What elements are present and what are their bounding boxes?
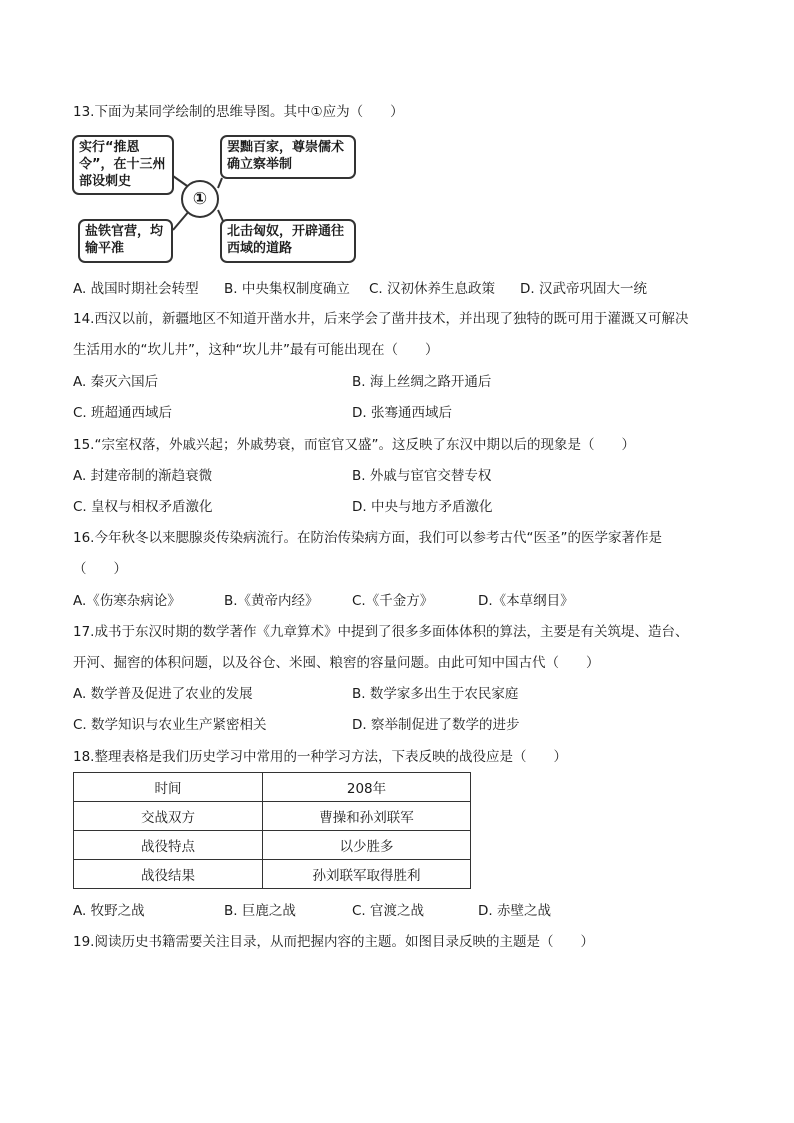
q16-stem-line1: 16.今年秋冬以来腮腺炎传染病流行。在防治传染病方面，我们可以参考古代“医圣”的医学家著作是 bbox=[73, 530, 662, 546]
q13-option-b[interactable]: B. 中央集权制度确立 bbox=[224, 281, 350, 297]
q15-option-a[interactable]: A. 封建帝制的渐趋衰微 bbox=[73, 468, 213, 484]
mind-map-box-top-left: 实行“推恩令”，在十三州部设刺史 bbox=[72, 135, 174, 195]
table-cell: 孙刘联军取得胜利 bbox=[263, 860, 471, 889]
q15-option-b[interactable]: B. 外戚与宦官交替专权 bbox=[352, 468, 492, 484]
table-cell: 时间 bbox=[74, 773, 263, 802]
q17-option-b[interactable]: B. 数学家多出生于农民家庭 bbox=[352, 686, 519, 702]
q13-option-c[interactable]: C. 汉初休养生息政策 bbox=[369, 281, 496, 297]
table-cell: 交战双方 bbox=[74, 802, 263, 831]
table-cell: 以少胜多 bbox=[263, 831, 471, 860]
q15-option-d[interactable]: D. 中央与地方矛盾激化 bbox=[352, 499, 493, 515]
table-cell: 曹操和孙刘联军 bbox=[263, 802, 471, 831]
mind-map-box-bottom-right: 北击匈奴，开辟通往西域的道路 bbox=[220, 219, 356, 263]
table-cell: 战役结果 bbox=[74, 860, 263, 889]
q16-stem-line2: （ ） bbox=[73, 561, 127, 577]
table-cell: 战役特点 bbox=[74, 831, 263, 860]
q18-stem: 18.整理表格是我们历史学习中常用的一种学习方法，下表反映的战役应是（ ） bbox=[73, 749, 567, 765]
q17-option-c[interactable]: C. 数学知识与农业生产紧密相关 bbox=[73, 717, 267, 733]
mind-map-box-top-right: 罢黜百家，尊崇儒术确立察举制 bbox=[220, 135, 356, 179]
q18-option-a[interactable]: A. 牧野之战 bbox=[73, 903, 145, 919]
battle-table bbox=[73, 772, 471, 889]
q14-option-b[interactable]: B. 海上丝绸之路开通后 bbox=[352, 374, 492, 390]
q15-stem: 15.“宗室权落，外戚兴起；外戚势衰，而宦官又盛”。这反映了东汉中期以后的现象是（ ） bbox=[73, 437, 635, 453]
q18-option-c[interactable]: C. 官渡之战 bbox=[352, 903, 425, 919]
q17-stem-line1: 17.成书于东汉时期的数学著作《九章算术》中提到了很多多面体体积的算法，主要是有关筑堤、造台、 bbox=[73, 624, 689, 640]
mind-map bbox=[70, 132, 360, 266]
q15-option-c[interactable]: C. 皇权与相权矛盾激化 bbox=[73, 499, 213, 515]
q14-option-d[interactable]: D. 张骞通西域后 bbox=[352, 405, 452, 421]
table-row bbox=[74, 860, 471, 889]
q14-option-c[interactable]: C. 班超通西域后 bbox=[73, 405, 173, 421]
q17-option-a[interactable]: A. 数学普及促进了农业的发展 bbox=[73, 686, 253, 702]
table-cell: 208年 bbox=[263, 773, 471, 802]
q16-option-d[interactable]: D.《本草纲目》 bbox=[478, 593, 574, 609]
q17-stem-line2: 开河、掘窖的体积问题，以及谷仓、米囤、粮窖的容量问题。由此可知中国古代（ ） bbox=[73, 655, 600, 671]
q18-option-d[interactable]: D. 赤壁之战 bbox=[478, 903, 551, 919]
q16-option-b[interactable]: B.《黄帝内经》 bbox=[224, 593, 319, 609]
q17-option-d[interactable]: D. 察举制促进了数学的进步 bbox=[352, 717, 520, 733]
q19-stem: 19.阅读历史书籍需要关注目录，从而把握内容的主题。如图目录反映的主题是（ ） bbox=[73, 934, 594, 950]
q13-option-a[interactable]: A. 战国时期社会转型 bbox=[73, 281, 199, 297]
q18-option-b[interactable]: B. 巨鹿之战 bbox=[224, 903, 296, 919]
q16-option-c[interactable]: C.《千金方》 bbox=[352, 593, 434, 609]
q14-stem-line1: 14.西汉以前，新疆地区不知道开凿水井，后来学会了凿井技术，并出现了独特的既可用于灌溉又可解决 bbox=[73, 311, 689, 327]
table-row bbox=[74, 831, 471, 860]
q14-stem-line2: 生活用水的“坎儿井”，这种“坎儿井”最有可能出现在（ ） bbox=[73, 342, 439, 358]
q13-stem: 13.下面为某同学绘制的思维导图。其中①应为（ ） bbox=[73, 104, 404, 120]
table-row bbox=[74, 773, 471, 802]
q13-option-d[interactable]: D. 汉武帝巩固大一统 bbox=[520, 281, 647, 297]
table-row bbox=[74, 802, 471, 831]
mind-map-center: ① bbox=[192, 189, 208, 209]
q16-option-a[interactable]: A.《伤寒杂病论》 bbox=[73, 593, 181, 609]
mind-map-box-bottom-left: 盐铁官营，均输平准 bbox=[78, 219, 173, 263]
q14-option-a[interactable]: A. 秦灭六国后 bbox=[73, 374, 159, 390]
